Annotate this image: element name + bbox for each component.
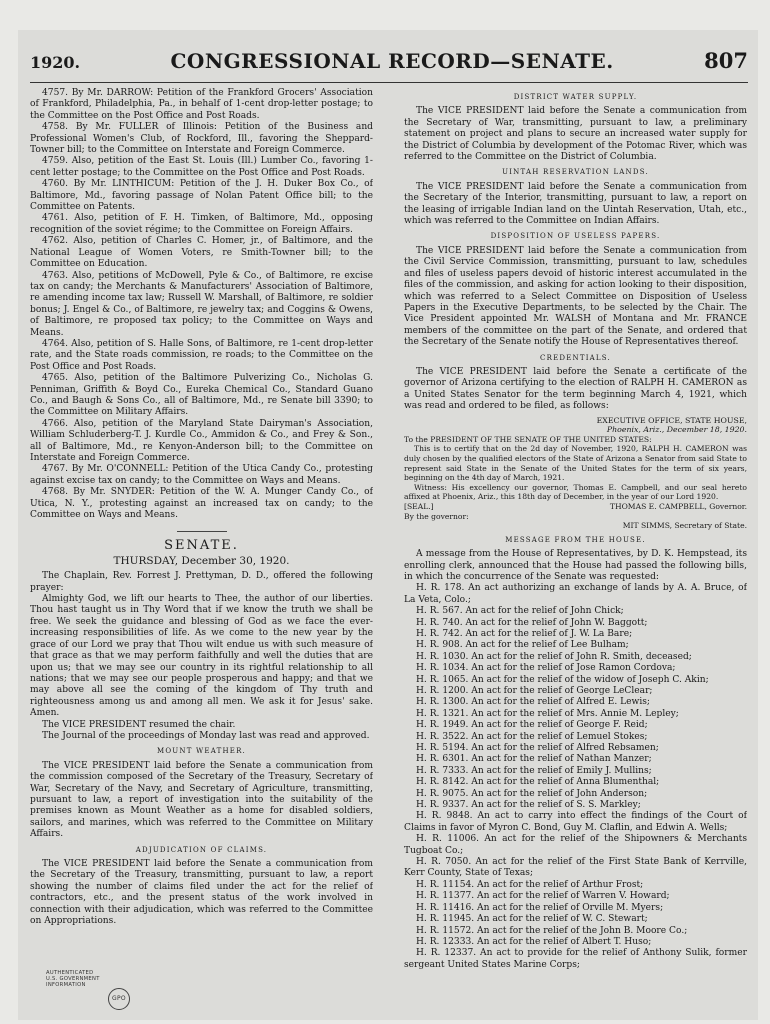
cert-place-date: Phoenix, Ariz., December 18, 1920. — [606, 425, 747, 435]
bill-item: H. R. 1065. An act for the relief of the widow of Joseph C. Akin; — [416, 674, 709, 685]
journal-approved: The Journal of the proceedings of Monday last was read and approved. — [42, 730, 370, 741]
bill-item: H. R. 9848. An act to carry into effect the findings of the Court of Claims in favor of Myron C. Bond, Guy M. Claflin, and Edwin A. Wells; — [404, 811, 747, 833]
bill-item: H. R. 908. An act for the relief of Lee Bulham; — [416, 640, 629, 651]
gpo-line-2: U.S. GOVERNMENT — [46, 976, 100, 983]
credentials-heading: CREDENTIALS. — [540, 353, 611, 362]
petitions-list — [30, 88, 373, 521]
cert-governor: THOMAS E. CAMPBELL, Governor. — [609, 501, 747, 511]
cert-by: By the governor: — [404, 511, 469, 521]
bill-item: H. R. 8142. An act for the relief of Anna Blumenthal; — [416, 777, 660, 788]
petition-item: 4757. By Mr. DARROW: Petition of the Frankford Grocers' Association of Frankford, Philadelphia, Pa., in behalf of 1-cent drop-letter postage; to the Committee on the Post Office and Post Roads. — [30, 88, 373, 121]
header-year: 1920. — [30, 53, 81, 72]
bill-item: H. R. 1030. An act for the relief of John R. Smith, deceased; — [416, 651, 692, 662]
adjudication-heading: ADJUDICATION OF CLAIMS. — [135, 845, 268, 854]
bill-item: H. R. 740. An act for the relief of John W. Baggott; — [416, 617, 648, 628]
petition-item: 4765. Also, petition of the Baltimore Pulverizing Co., Nicholas G. Penniman, Griffith & Boyd Co., Eureka Chemical Co., Standard Guano Co., and Baugh & Sons Co., all of Baltimore, Md., re Senate bill 3390; to the Committee on Military Affairs. — [30, 373, 373, 418]
house-message-text: A message from the House of Representatives, by D. K. Hempstead, its enrolling clerk, announced that the House had passed the following bills, in which the concurrence of the Senate was requested: — [404, 549, 747, 582]
credentials-text: The VICE PRESIDENT laid before the Senate a certificate of the governor of Arizona certifying to the election of RALPH H. CAMERON as a United States Senator for the term beginning March 4, 1921, which was read and ordered to be filed, as follows: — [404, 366, 747, 412]
petition-item: 4764. Also, petition of S. Halle Sons, of Baltimore, re 1-cent drop-letter rate, and the State roads commission, re roads; to the Committee on the Post Office and Post Roads. — [30, 338, 373, 372]
bill-item: H. R. 1300. An act for the relief of Alfred E. Lewis; — [416, 697, 650, 708]
petition-item: 4768. By Mr. SNYDER: Petition of the W. A. Munger Candy Co., of Utica, N. Y., protesting against an increased tax on candy; to the Committee on Ways and Means. — [30, 487, 373, 521]
page-number: 807 — [704, 48, 748, 73]
right-column — [404, 88, 747, 988]
water-supply-heading: DISTRICT WATER SUPPLY. — [513, 93, 638, 101]
cert-office: EXECUTIVE OFFICE, STATE HOUSE, — [596, 415, 747, 425]
senate-heading: SENATE. — [164, 538, 239, 554]
bill-item: H. R. 1949. An act for the relief of George F. Reid; — [416, 720, 648, 731]
bill-item: H. R. 9075. An act for the relief of John Anderson; — [416, 788, 648, 799]
bill-item: H. R. 11416. An act for the relief of Orville M. Myers; — [416, 902, 664, 913]
house-message-heading: MESSAGE FROM THE HOUSE. — [505, 535, 646, 544]
bill-item: H. R. 742. An act for the relief of J. W. La Bare; — [416, 628, 633, 639]
petition-item: 4759. Also, petition of the East St. Louis (Ill.) Lumber Co., favoring 1-cent letter postage; to the Committee on the Post Office and Post Roads. — [30, 156, 373, 178]
bill-item: H. R. 11154. An act for the relief of Arthur Frost; — [416, 879, 644, 890]
chaplain-intro: The Chaplain, Rev. Forrest J. Prettyman, D. D., offered the following prayer: — [30, 571, 373, 593]
petition-item: 4763. Also, petitions of McDowell, Pyle & Co., of Baltimore, re excise tax on candy; the Merchants & Manufacturers' Association of Baltimore, re amending income tax law; Russell W. Marshall, of Baltimore, re soldier bonus; J. Engel & Co., of Baltimore, re jewelry tax; and Coggins & Owens, of Baltimore, re proposed tax policy; to the Committee on Ways and Means. — [30, 270, 373, 338]
petition-item: 4767. By Mr. O'CONNELL: Petition of the Utica Candy Co., protesting against excise tax on candy; to the Committee on Ways and Means. — [30, 464, 373, 486]
bill-item: H. R. 567. An act for the relief of John Chick; — [416, 606, 624, 617]
gpo-line-1: AUTHENTICATED — [46, 970, 94, 976]
left-column — [30, 88, 373, 988]
bill-item: H. R. 11377. An act for the relief of Warren V. Howard; — [416, 891, 670, 902]
certificate — [404, 416, 747, 531]
petition-item: 4758. By Mr. FULLER of Illinois: Petition of the Business and Professional Women's Club, of Rockford, Ill., favoring the Sheppard-Towner bill; to the Committee on Interstate and Foreign Commerce. — [30, 122, 373, 156]
bills-list — [404, 583, 747, 971]
bill-item: H. R. 1321. An act for the relief of Mrs. Annie M. Lepley; — [416, 708, 679, 719]
cert-addressee: To the PRESIDENT OF THE SENATE OF THE UNITED STATES: — [404, 434, 652, 444]
gpo-authentication-seal — [46, 970, 126, 1014]
resumed-chair: The VICE PRESIDENT resumed the chair. — [42, 719, 236, 730]
page-header — [30, 48, 748, 78]
gpo-logo-icon: GPO — [108, 988, 130, 1010]
bill-item: H. R. 7050. An act for the relief of the First State Bank of Kerrville, Kerr County, State of Texas; — [404, 857, 747, 879]
bill-item: H. R. 11006. An act for the relief of the Shipowners & Merchants Tugboat Co.; — [404, 834, 747, 856]
cert-secretary: MIT SIMMS, Secretary of State. — [622, 521, 747, 531]
cert-witness: Witness: His excellency our governor, Thomas E. Campbell, and our seal hereto affixed at Phoenix, Ariz., this 18th day of December, in the year of our Lord 1920. — [404, 482, 747, 502]
bill-item: H. R. 3522. An act for the relief of Lemuel Stokes; — [416, 731, 648, 742]
useless-papers-heading: DISPOSITION OF USELESS PAPERS. — [490, 232, 661, 241]
header-rule — [30, 82, 748, 83]
mount-weather-text: The VICE PRESIDENT laid before the Senate a communication from the commission composed of the Secretary of the Treasury, Secretary of War, Secretary of the Navy, and Secretary of Agriculture, transmitting, pursuant to law, a report of investigation into the suitability of the premises known as Mount Weather as a home for disabled soldiers, sailors, and marines, which was referred to the Committee on Military Affairs. — [30, 760, 373, 840]
header-title: CONGRESSIONAL RECORD—SENATE. — [170, 49, 614, 73]
prayer-text: Almighty God, we lift our hearts to Thee, the author of our liberties. Thou hast taught us in Thy Word that if we know the truth we shall be free. We seek the guidance and blessing of God as we face the ever-increasing responsibilities of life. As we come to the new year by the grace of our Lord we pray that Thou wilt endue us with such measure of that grace as that we may perform faithfully and well the duties that are upon us; that we may see our country in its rightful relationship to all nations; that we may see our people prosperous and happy; and that we may above all see the coming of the kingdom of Thy truth and righteousness among us and among all men. We ask it for Jesus' sake. Amen. — [30, 594, 373, 719]
water-supply-text: The VICE PRESIDENT laid before the Senate a communication from the Secretary of War, transmitting, pursuant to law, a preliminary statement on project and plans to secure an increased water supply for the District of Columbia by development of the Potomac River, which was referred to the Committee on the District of Columbia. — [404, 106, 747, 163]
petition-item: 4766. Also, petition of the Maryland State Dairyman's Association, William Schluderberg-T. J. Kurdle Co., Ammidon & Co., and Frey & Son., all of Baltimore, Md., re Kenyon-Anderson bill; to the Committee on Interstate and Foreign Commerce. — [30, 418, 373, 463]
petition-item: 4762. Also, petition of Charles C. Homer, jr., of Baltimore, and the National League of Women Voters, re Smith-Towner bill; to the Committee on Education. — [30, 236, 373, 270]
bill-item: H. R. 12337. An act to provide for the relief of Anthony Sulik, former sergeant United States Marine Corps; — [404, 948, 747, 970]
bill-item: H. R. 1034. An act for the relief of Jose Ramon Cordova; — [416, 663, 676, 674]
mount-weather-heading: MOUNT WEATHER. — [157, 747, 246, 756]
bill-item: H. R. 6301. An act for the relief of Nathan Manzer; — [416, 754, 652, 765]
uintah-heading: UINTAH RESERVATION LANDS. — [502, 168, 649, 177]
gpo-line-3: INFORMATION — [46, 982, 86, 989]
bill-item: H. R. 12333. An act for the relief of Albert T. Huso; — [416, 936, 652, 947]
petition-item: 4760. By Mr. LINTHICUM: Petition of the J. H. Duker Box Co., of Baltimore, Md., favoring passage of Nolan Patent Office bill; to the Committee on Patents. — [30, 179, 373, 213]
bill-item: H. R. 1200. An act for the relief of George LeClear; — [416, 685, 653, 696]
petition-item: 4761. Also, petition of F. H. Timken, of Baltimore, Md., opposing recognition of the soviet régime; to the Committee on Foreign Affairs. — [30, 213, 373, 235]
cert-seal: [SEAL.] — [404, 501, 434, 511]
bill-item: H. R. 11572. An act for the relief of the John B. Moore Co.; — [416, 925, 688, 936]
section-divider — [177, 531, 227, 532]
bill-item: H. R. 11945. An act for the relief of W. C. Stewart; — [416, 914, 648, 925]
bill-item: H. R. 5194. An act for the relief of Alfred Rebsamen; — [416, 743, 659, 753]
adjudication-text: The VICE PRESIDENT laid before the Senate a communication from the Secretary of the Treasury, transmitting, pursuant to law, a report showing the number of claims filed under the act for the relief of contractors, etc., and the present status of the work involved in connection with their adjudication, which was referred to the Committee on Appropriations. — [30, 859, 373, 927]
bill-item: H. R. 7333. An act for the relief of Emily J. Mullins; — [416, 765, 652, 776]
useless-papers-text: The VICE PRESIDENT laid before the Senate a communication from the Civil Service Commission, transmitting, pursuant to law, schedules and files of useless papers devoid of historic interest accumulated in the files of the commission, and asking for action looking to their disposition, which was referred to a Select Committee on Disposition of Useless Papers in the Executive Departments, to be selected by the Chair. The Vice President appointed Mr. WALSH of Montana and Mr. FRANCE members of the committee on the part of the Senate, and ordered that the Secretary of the Senate notify the House of Representatives thereof. — [404, 245, 747, 348]
record-page — [18, 30, 758, 1020]
cert-seal-row — [404, 502, 747, 512]
bill-item: H. R. 178. An act authorizing an exchange of lands by A. A. Bruce, of La Veta, Colo.; — [404, 583, 747, 605]
session-date: THURSDAY, December 30, 1920. — [113, 554, 290, 567]
bill-item: H. R. 9337. An act for the relief of S. S. Markley; — [416, 800, 641, 811]
uintah-text: The VICE PRESIDENT laid before the Senate a communication from the Secretary of the Interior, transmitting, pursuant to law, a report on the leasing of irrigable Indian land on the Uintah Reservation, Utah, etc., which was referred to the Committee on Indian Affairs. — [404, 181, 747, 227]
cert-body: This is to certify that on the 2d day of November, 1920, RALPH H. CAMERON was duly chosen by the qualified electors of the State of Arizona a Senator from said State to represent said State in the Senate of the United States for the term of six years, beginning on the 4th day of March, 1921. — [404, 444, 747, 483]
